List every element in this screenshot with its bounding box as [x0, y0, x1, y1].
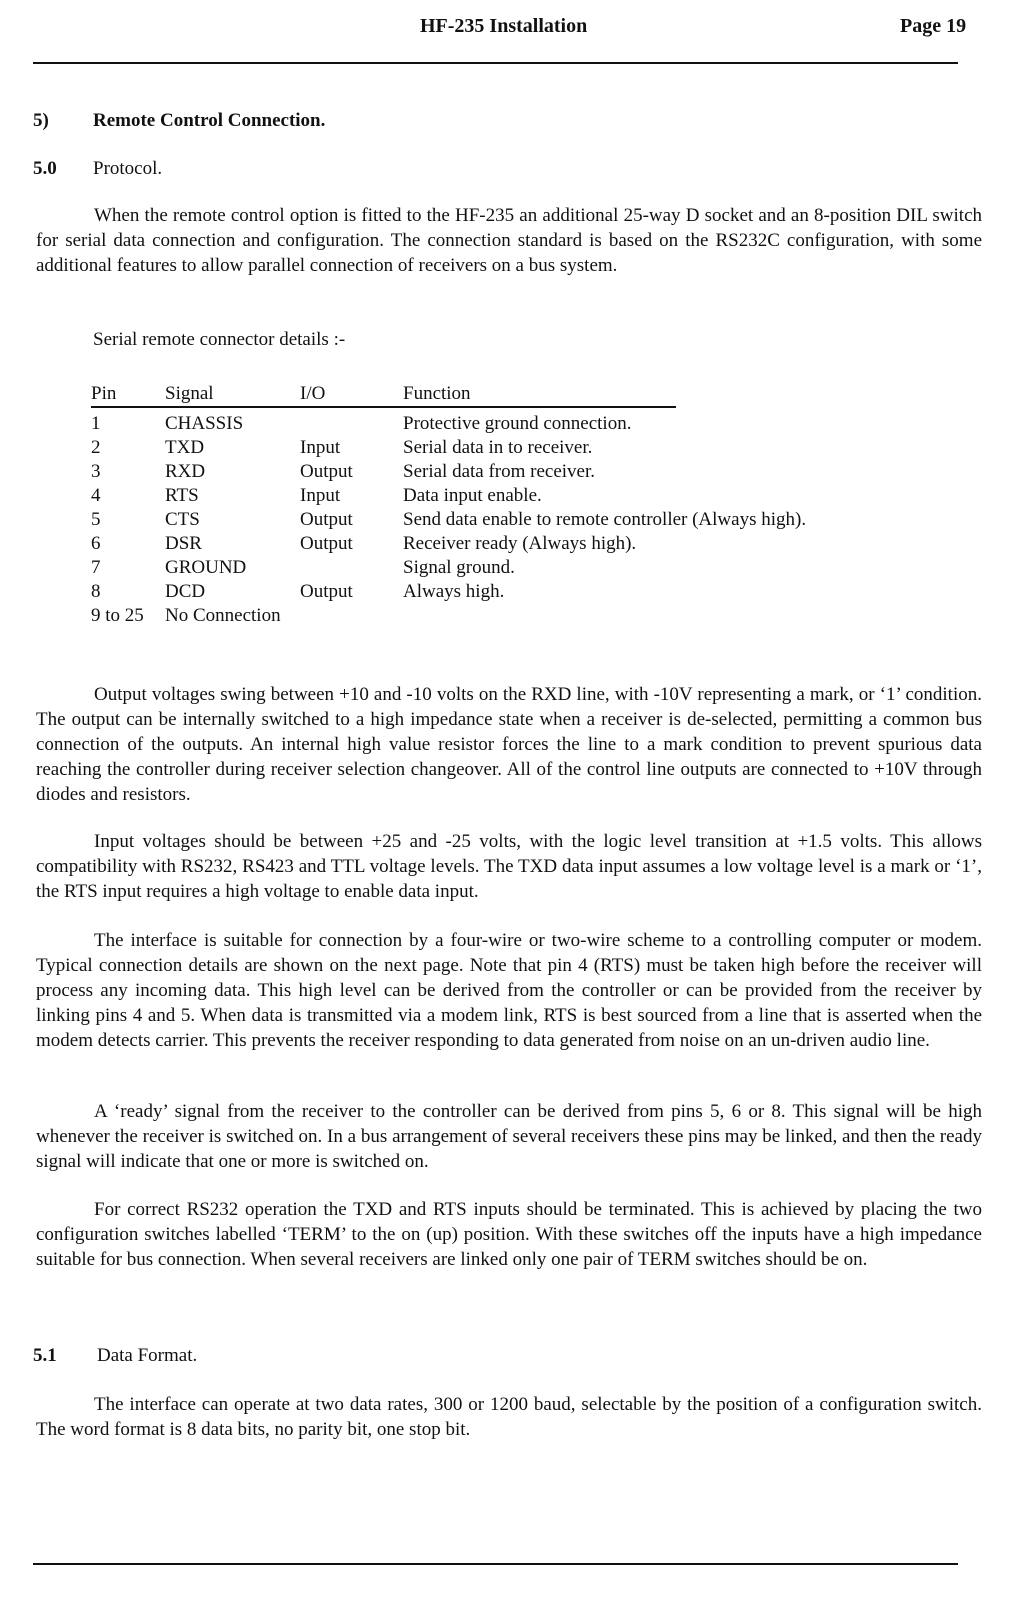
table-row — [91, 508, 873, 532]
signal-cell: RXD — [165, 461, 206, 482]
section-5-0-number: 5.0 — [33, 158, 57, 179]
function-cell — [403, 604, 873, 628]
io-cell: Input — [300, 437, 341, 458]
io-cell: Output — [300, 509, 353, 530]
table-row — [91, 580, 873, 604]
connector-details-label: Serial remote connector details :- — [93, 329, 346, 350]
io-cell: Output — [300, 581, 353, 602]
section-5-0-title: Protocol. — [93, 158, 163, 179]
protocol-intro-paragraph: When the remote control option is fitted to the HF-235 an additional 25-way D socket and an 8-position DIL switch for serial data connection and configuration. The connection standard is based on the RS232C configuration, with some additional features to allow parallel connection of receivers on a bus system. — [36, 205, 982, 276]
signal-cell: CHASSIS — [165, 413, 244, 434]
table-row — [91, 484, 873, 508]
signal-cell: RTS — [165, 485, 199, 506]
table-row — [91, 412, 873, 436]
function-column-header: Function — [403, 383, 471, 404]
io-cell: Output — [300, 461, 353, 482]
function-cell: Always high. — [403, 581, 505, 602]
function-cell: Send data enable to remote controller (Always high). — [403, 509, 807, 530]
pin-cell: 8 — [91, 581, 101, 602]
pin-cell: 6 — [91, 533, 101, 554]
io-cell — [300, 604, 403, 628]
header-rule — [33, 62, 958, 64]
page-header — [0, 14, 1026, 44]
signal-cell: TXD — [165, 437, 205, 458]
io-cell — [300, 556, 403, 580]
rs232-termination-paragraph: For correct RS232 operation the TXD and RTS inputs should be terminated. This is achieved by placing the two configuration switches labelled ‘TERM’ to the on (up) position. With these switches off the inputs have a high impedance suitable for bus connection. When several receivers are linked only one pair of TERM switches should be on. — [36, 1199, 982, 1270]
signal-cell: GROUND — [165, 557, 247, 578]
io-column-header: I/O — [300, 383, 326, 404]
table-row — [91, 460, 873, 484]
pin-cell: 1 — [91, 413, 101, 434]
signal-cell: DSR — [165, 533, 202, 554]
document-title: HF-235 Installation — [420, 15, 588, 37]
section-5-1-number: 5.1 — [33, 1345, 57, 1366]
pin-cell: 4 — [91, 485, 101, 506]
signal-cell: No Connection — [165, 605, 281, 626]
function-cell: Signal ground. — [403, 557, 515, 578]
ready-signal-paragraph: A ‘ready’ signal from the receiver to the controller can be derived from pins 5, 6 or 8. This signal will be high whenever the receiver is switched on. In a bus arrangement of several receivers these pins may be linked, and then the ready signal will indicate that one or more is switched on. — [36, 1101, 982, 1172]
io-cell: Input — [300, 485, 341, 506]
pin-table — [91, 382, 873, 628]
function-cell: Protective ground connection. — [403, 413, 632, 434]
table-row — [91, 604, 873, 628]
function-cell: Serial data in to receiver. — [403, 437, 593, 458]
page-number: Page 19 — [900, 15, 967, 37]
section-5-title: Remote Control Connection. — [93, 110, 326, 131]
pin-column-header: Pin — [91, 383, 117, 404]
output-voltages-paragraph: Output voltages swing between +10 and -10 volts on the RXD line, with -10V representing a mark, or ‘1’ condition. The output can be internally switched to a high impedance state when a receiver is de-selected, permitting a common bus connection of the outputs. An internal high value resistor forces the line to a mark condition to prevent spurious data reaching the controller during receiver selection changeover. All of the control line outputs are connected to +10V through diodes and resistors. — [36, 684, 982, 805]
io-cell — [300, 412, 403, 436]
table-row — [91, 436, 873, 460]
data-format-paragraph: The interface can operate at two data rates, 300 or 1200 baud, selectable by the position of a configuration switch. The word format is 8 data bits, no parity bit, one stop bit. — [36, 1394, 982, 1440]
section-5-1-title: Data Format. — [97, 1345, 198, 1366]
io-cell: Output — [300, 533, 353, 554]
table-header-rule — [91, 406, 676, 408]
input-voltages-paragraph: Input voltages should be between +25 and -25 volts, with the logic level transition at +1.5 volts. This allows compatibility with RS232, RS423 and TTL voltage levels. The TXD data input assumes a low voltage level is a mark or ‘1’, the RTS input requires a high voltage to enable data input. — [36, 831, 982, 902]
function-cell: Receiver ready (Always high). — [403, 533, 637, 554]
signal-column-header: Signal — [165, 383, 214, 404]
table-row — [91, 532, 873, 556]
section-5-number: 5) — [33, 110, 49, 131]
pin-cell: 2 — [91, 437, 101, 458]
table-row — [91, 556, 873, 580]
function-cell: Data input enable. — [403, 485, 542, 506]
signal-cell: CTS — [165, 509, 200, 530]
pin-cell: 3 — [91, 461, 101, 482]
function-cell: Serial data from receiver. — [403, 461, 596, 482]
pin-cell: 7 — [91, 557, 101, 578]
footer-rule — [33, 1563, 958, 1565]
signal-cell: DCD — [165, 581, 206, 602]
pin-cell: 9 to 25 — [91, 605, 144, 626]
interface-paragraph: The interface is suitable for connection by a four-wire or two-wire scheme to a controlling computer or modem. Typical connection details are shown on the next page. Note that pin 4 (RTS) must be taken high before the receiver will process any incoming data. This high level can be derived from the controller or can be provided from the receiver by linking pins 4 and 5. When data is transmitted via a modem link, RTS is best sourced from a line that is asserted when the modem detects carrier. This prevents the receiver responding to data generated from noise on an un-driven audio line. — [36, 930, 982, 1051]
pin-cell: 5 — [91, 509, 101, 530]
